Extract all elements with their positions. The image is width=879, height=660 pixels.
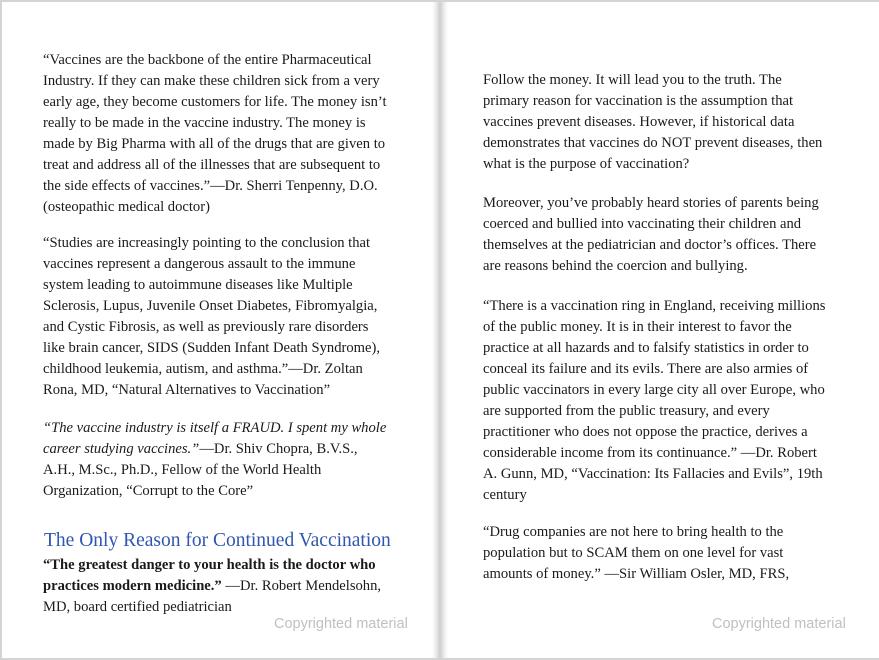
- quote-chopra-attribution: —Dr. Shiv Chopra, B.V.S., A.H., M.Sc., Ph.D., Fellow of the World Health Organization, “Corrupt to the Core”: [43, 441, 358, 499]
- paragraph-follow-money: Follow the money. It will lead you to the truth. The primary reason for vaccination is the assumption that vaccines prevent diseases. However, if historical data demonstrates that vaccines do NOT prevent diseases, then what is the purpose of vaccination?: [483, 72, 823, 172]
- quote-mendelsohn: [43, 555, 381, 618]
- quote-gunn: “There is a vaccination ring in England, receiving millions of the public money. It is in their interest to favor the practice at all hazards and to falsify statistics in order to conceal its failure and its evils. There are also armies of public vaccinators in every large city all over Europe, who are supported from the public treasury, and every practitioner who does not oppose the practice, derives a considerable income from its continuance.” —Dr. Robert A. Gunn, MD, “Vaccination: Its Fallacies and Evils”, 19th century: [483, 298, 826, 503]
- paragraph-coercion: Moreover, you’ve probably heard stories of parents being coerced and bullied into vaccinating their children and themselves at the pediatrician and doctor’s offices. There are reasons behind the coercion and bullying.: [483, 195, 819, 274]
- right-page: [442, 2, 879, 658]
- quote-osler: “Drug companies are not here to bring health to the population but to SCAM them on one level for vast amounts of money.” —Sir William Osler, MD, FRS,: [483, 524, 790, 582]
- section-heading: The Only Reason for Continued Vaccination: [44, 530, 391, 551]
- quote-chopra: [43, 418, 386, 502]
- quote-mendelsohn-bold: “The greatest danger to your health is the doctor who practices modern medicine.”: [43, 557, 376, 594]
- quote-mendelsohn-attribution: —Dr. Robert Mendelsohn, MD, board certified pediatrician: [43, 578, 382, 615]
- quote-tenpenny: “Vaccines are the backbone of the entire Pharmaceutical Industry. If they can make these children sick from a very early age, they become customers for life. The money isn’t really to be made in the vaccine industry. The money is made by Big Pharma with all of the drugs that are given to treat and address all of the illnesses that are subsequent to the side effects of vaccines.”—Dr. Sherri Tenpenny, D.O. (osteopathic medical doctor): [43, 52, 387, 215]
- copyright-watermark: Copyrighted material: [712, 616, 846, 632]
- quote-rona: “Studies are increasingly pointing to the conclusion that vaccines represent a dangerous assault to the immune system leading to autoimmune diseases like Multiple Sclerosis, Lupus, Juvenile Onset Diabetes, Fibromyalgia, and Cystic Fibrosis, as well as previously rare disorders like brain cancer, SIDS (Sudden Infant Death Syndrome), childhood leukemia, autism, and asthma.”—Dr. Zoltan Rona, MD, “Natural Alternatives to Vaccination”: [43, 235, 381, 398]
- gutter-shadow: [442, 2, 448, 658]
- left-page: [2, 2, 438, 658]
- gutter-shadow: [432, 2, 438, 658]
- copyright-watermark: Copyrighted material: [274, 616, 408, 632]
- quote-chopra-italic: “The vaccine industry is itself a FRAUD. I spent my whole career studying vaccines.”: [43, 420, 387, 457]
